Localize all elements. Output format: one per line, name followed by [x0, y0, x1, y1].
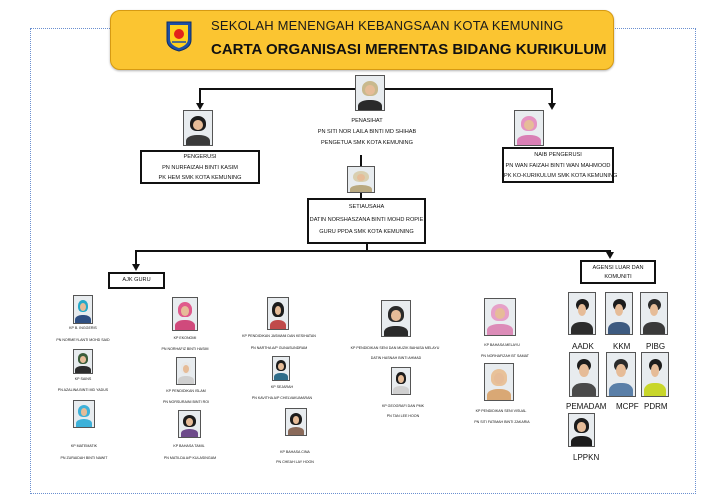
member-name: PN TAN LEE HOON [386, 414, 420, 418]
member-name: PN NARTHA A/P GUNASUNDRAM [250, 346, 308, 350]
member-role: KP PENDIDIKAN SENI DAN MUZIK BAHASA MELAYU [350, 346, 440, 350]
member-role: KP BAHASA MELAYU [484, 343, 520, 347]
pengerusi-name: PN NURFAIZAH BINTI KASIM [162, 165, 238, 171]
agency-photo [606, 352, 636, 397]
penasihat-role: PENASIHAT [351, 118, 383, 124]
pengerusi-photo [183, 110, 213, 146]
member-name: PN NORMEYLANTI MOHD SAID [56, 338, 110, 342]
member-name: PN KAVITHA A/P CHELVAKUMARAN [251, 396, 313, 400]
member-role: KP BAHASA TAMIL [173, 444, 205, 448]
arrow-icon [548, 103, 556, 110]
connector-line [551, 88, 553, 104]
member-role: KP PENDIDIKAN ISLAM [166, 389, 206, 393]
member-role: KP PENDIDIKAN JASMANI DAN KESIHATAN [242, 334, 316, 338]
agency-label: PEMADAM [566, 402, 607, 411]
setiausaha-photo [347, 166, 375, 193]
member-photo [285, 408, 307, 436]
member-photo [73, 295, 93, 324]
member-photo [178, 410, 201, 438]
agency-photo [568, 413, 595, 447]
member-name: PN MATILDA A/P KULASINGAM [163, 456, 217, 460]
setiausaha-box [307, 198, 426, 244]
naib-photo [514, 110, 544, 146]
connector-line [199, 88, 201, 104]
connector-line [135, 250, 137, 265]
agency-label: PIBG [646, 342, 666, 351]
member-name: PN NORHAFIZAH BT SAMAT [481, 354, 529, 358]
member-photo [484, 298, 516, 336]
naib-post: PK KO-KURIKULUM SMK KOTA KEMUNING [504, 173, 618, 179]
member-photo [484, 363, 514, 401]
pengerusi-post: PK HEM SMK KOTA KEMUNING [158, 175, 242, 181]
member-photo [73, 400, 95, 428]
member-photo [272, 356, 290, 381]
member-role: KP B. INGGERIS [69, 326, 97, 330]
member-photo [391, 367, 411, 395]
penasihat-post: PENGETUA SMK KOTA KEMUNING [321, 140, 413, 146]
agency-photo [569, 352, 599, 397]
arrow-icon [196, 103, 204, 110]
member-name: PN NORHAFIZ BINTI HASIM [161, 347, 209, 351]
school-logo-icon [164, 20, 194, 52]
school-name: SEKOLAH MENENGAH KEBANGSAAN KOTA KEMUNING [211, 18, 564, 33]
setiausaha-role: SETIAUSAHA [348, 204, 385, 210]
agency-photo [640, 292, 668, 335]
member-name: PN ZURAIDAH BINTI NAWIT [60, 456, 108, 460]
penasihat-box [312, 115, 422, 155]
member-role: KP PENDIDIKAN SENI VISUAL [475, 409, 527, 413]
pengerusi-role: PENGERUSI [183, 154, 217, 160]
agensi-label-line2: KOMUNITI [604, 274, 632, 280]
naib-name: PN WAN FAIZAH BINTI WAN MAHMOOD [505, 163, 611, 169]
member-name: PN CHEAH LAY HOON [276, 460, 314, 464]
naib-box [502, 147, 618, 183]
agency-label: PDRM [644, 402, 668, 411]
agency-photo [641, 352, 669, 397]
member-photo [73, 349, 93, 374]
member-photo [172, 297, 198, 331]
member-photo [381, 300, 411, 337]
member-role: KP SEJARAH [270, 385, 294, 389]
agency-photo [605, 292, 633, 335]
ajk-guru-label: AJK GURU [122, 277, 151, 283]
member-name: PN AZALINA BINTI MD YADUS [57, 388, 109, 392]
agensi-box [580, 260, 656, 284]
connector-line [135, 250, 610, 252]
member-role: KP EKONOMI [173, 336, 197, 340]
member-name: DATIN HASNAH BINTI AHMAD [370, 356, 422, 360]
penasihat-name: PN SITI NOR LAILA BINTI MD SHIHAB [317, 129, 417, 135]
member-name: PN SITI FATIMAH BINTI ZAKARIA [474, 420, 530, 424]
ajk-guru-box [108, 272, 165, 289]
arrow-icon [606, 252, 614, 259]
member-role: KP MATEMATIK [70, 444, 98, 448]
arrow-icon [132, 264, 140, 271]
agency-label: MCPF [616, 402, 639, 411]
setiausaha-name: DATIN NORSHASZANA BINTI MOHD ROPIE [309, 217, 424, 223]
agency-label: LPPKN [573, 453, 600, 462]
member-photo [176, 357, 196, 385]
chart-title: CARTA ORGANISASI MERENTAS BIDANG KURIKULUM [211, 41, 607, 58]
member-role: KP SAINS [74, 377, 92, 381]
agensi-label-line1: AGENSI LUAR DAN [592, 265, 644, 271]
member-photo [267, 297, 289, 330]
pengerusi-box [140, 150, 260, 184]
penasihat-photo [355, 75, 385, 111]
naib-role: NAIB PENGERUSI [534, 152, 582, 158]
agency-label: KKM [613, 342, 631, 351]
agency-label: AADK [572, 342, 594, 351]
member-role: KP BAHASA CINA [280, 450, 310, 454]
member-role: KP GEOGRAFI DAN PMK [381, 404, 425, 408]
agency-photo [568, 292, 596, 335]
setiausaha-post: GURU PPDA SMK KOTA KEMUNING [319, 229, 414, 235]
member-name: PN NORSURAINI BINTI ROI [162, 400, 210, 404]
